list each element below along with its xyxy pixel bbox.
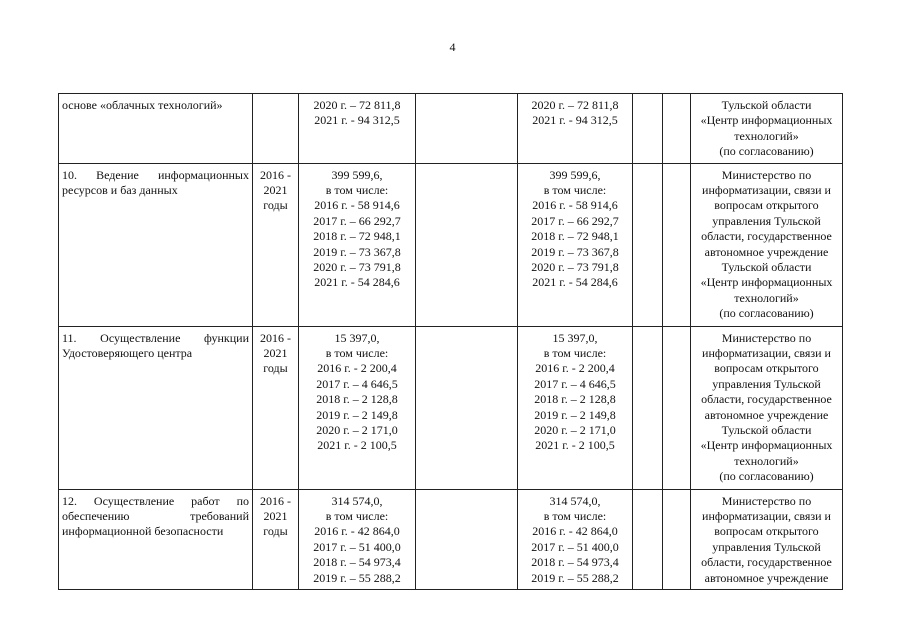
municipal-funding-cell [633, 163, 663, 326]
executor-line: автономное учреждение [704, 570, 829, 585]
executor-line: (по согласованию) [719, 306, 814, 321]
executor-line: управления Тульской [712, 213, 821, 228]
funding-line: 2020 г. – 73 791,8 [531, 260, 619, 275]
funding-line: 2018 г. – 2 128,8 [534, 392, 616, 407]
funding-line: 399 599,6, [549, 167, 601, 182]
executor-line: информатизации, связи и [702, 346, 831, 361]
executor-cell [691, 489, 843, 589]
funding-line: 2017 г. – 51 400,0 [531, 539, 619, 554]
funding-line: 2020 г. – 72 811,8 [313, 98, 401, 112]
federal-funding-cell [416, 163, 518, 326]
funding-line: 314 574,0, [331, 493, 383, 508]
executor-line: информатизации, связи и [702, 183, 831, 198]
table-body [59, 94, 843, 590]
funding-line: 2021 г. - 94 312,5 [314, 113, 400, 128]
funding-line: в том числе: [543, 509, 607, 524]
period-line: 2021 [263, 346, 288, 361]
period-line: 2021 [263, 183, 288, 198]
activity-name: 10. Ведение информационных ресурсов и баз данных [62, 167, 249, 198]
executor-line: технологий» [734, 453, 799, 468]
funding-line: 314 574,0, [549, 493, 601, 508]
total-funding-cell [299, 326, 416, 489]
regional-funding-cell [518, 163, 633, 326]
funding-line: 2020 г. – 73 791,8 [313, 260, 401, 275]
executor-line: «Центр информационных [700, 438, 833, 453]
executor-line: Министерство по [721, 330, 812, 345]
period-line: 2016 - [260, 167, 291, 182]
executor-line: управления Тульской [712, 376, 821, 391]
funding-line: 2019 г. – 2 149,8 [316, 407, 398, 422]
activity-name-cell [59, 489, 253, 589]
municipal-funding-cell [633, 94, 663, 164]
executor-line: автономное учреждение [704, 407, 829, 422]
municipal-funding-cell [633, 489, 663, 589]
other-funding-cell [663, 489, 691, 589]
executor-line: вопросам открытого [714, 361, 819, 376]
executor-line: вопросам открытого [714, 198, 819, 213]
funding-line: 2017 г. – 66 292,7 [313, 213, 401, 228]
funding-line: 2017 г. – 66 292,7 [531, 213, 619, 228]
executor-cell [691, 326, 843, 489]
total-funding-cell [299, 163, 416, 326]
funding-line: 2019 г. – 55 288,2 [531, 570, 619, 585]
funding-line: 2021 г. - 2 100,5 [535, 438, 615, 453]
activity-name: основе «облачных технологий» [62, 98, 223, 112]
period-cell [253, 94, 299, 164]
executor-line: Министерство по [721, 167, 812, 182]
executor-cell [691, 163, 843, 326]
activity-name: 12. Осуществление работ по обеспечению требований информационной безопасности [62, 493, 249, 539]
funding-line: 2016 г. - 42 864,0 [314, 524, 400, 539]
executor-line: «Центр информационных [700, 113, 833, 128]
executor-line: технологий» [734, 128, 799, 143]
period-cell [253, 326, 299, 489]
total-funding-cell [299, 94, 416, 164]
period-line: годы [263, 361, 288, 376]
funding-line: 2018 г. – 54 973,4 [531, 555, 619, 570]
executor-line: области, государственное [701, 392, 832, 407]
funding-line: в том числе: [325, 346, 389, 361]
funding-line: 2019 г. – 2 149,8 [534, 407, 616, 422]
executor-line: Тульской области [721, 423, 812, 438]
funding-line: 2016 г. - 2 200,4 [535, 361, 615, 376]
funding-line: 2021 г. - 2 100,5 [317, 438, 397, 453]
executor-line: (по согласованию) [719, 144, 814, 159]
funding-line: 15 397,0, [334, 330, 380, 345]
period-cell [253, 489, 299, 589]
other-funding-cell [663, 326, 691, 489]
executor-line: информатизации, связи и [702, 509, 831, 524]
executor-line: вопросам открытого [714, 524, 819, 539]
funding-line: 2021 г. - 54 284,6 [532, 275, 618, 290]
period-line: 2016 - [260, 493, 291, 508]
executor-line: (по согласованию) [719, 469, 814, 484]
funding-line: 2019 г. – 73 367,8 [531, 244, 619, 259]
funding-line: 2018 г. – 2 128,8 [316, 392, 398, 407]
funding-line: 2016 г. - 58 914,6 [532, 198, 618, 213]
period-line: 2021 [263, 509, 288, 524]
activity-name-cell [59, 163, 253, 326]
funding-line: 2020 г. – 72 811,8 [531, 98, 619, 112]
total-funding-cell [299, 489, 416, 589]
funding-line: 2018 г. – 54 973,4 [313, 555, 401, 570]
table-row [59, 94, 843, 164]
regional-funding-cell [518, 489, 633, 589]
funding-line: 2017 г. – 4 646,5 [534, 376, 616, 391]
executor-line: управления Тульской [712, 539, 821, 554]
funding-line: 2021 г. - 54 284,6 [314, 275, 400, 290]
period-cell [253, 163, 299, 326]
funding-line: 2021 г. - 94 312,5 [532, 113, 618, 128]
funding-line: 2020 г. – 2 171,0 [534, 423, 616, 438]
regional-funding-cell [518, 94, 633, 164]
funding-line: 15 397,0, [552, 330, 598, 345]
page-number: 4 [449, 40, 456, 54]
executor-cell [691, 94, 843, 164]
program-table [58, 93, 843, 590]
executor-line: Министерство по [721, 493, 812, 508]
funding-line: 2016 г. - 58 914,6 [314, 198, 400, 213]
funding-line: в том числе: [325, 509, 389, 524]
period-line: годы [263, 198, 288, 213]
funding-line: 2017 г. – 4 646,5 [316, 376, 398, 391]
executor-line: автономное учреждение [704, 244, 829, 259]
executor-line: области, государственное [701, 229, 832, 244]
activity-name: 11. Осуществление функции Удостоверяющего центра [62, 330, 249, 361]
other-funding-cell [663, 163, 691, 326]
activity-name-cell [59, 326, 253, 489]
executor-line: технологий» [734, 290, 799, 305]
funding-line: 399 599,6, [331, 167, 383, 182]
executor-line: «Центр информационных [700, 275, 833, 290]
funding-line: 2017 г. – 51 400,0 [313, 539, 401, 554]
federal-funding-cell [416, 326, 518, 489]
funding-line: 2016 г. - 2 200,4 [317, 361, 397, 376]
federal-funding-cell [416, 94, 518, 164]
regional-funding-cell [518, 326, 633, 489]
municipal-funding-cell [633, 326, 663, 489]
activity-name-cell [59, 94, 253, 164]
period-line: 2016 - [260, 330, 291, 345]
funding-line: 2018 г. – 72 948,1 [313, 229, 401, 244]
executor-line: Тульской области [721, 98, 812, 112]
funding-line: в том числе: [543, 346, 607, 361]
federal-funding-cell [416, 489, 518, 589]
funding-line: 2019 г. – 55 288,2 [313, 570, 401, 585]
executor-line: области, государственное [701, 555, 832, 570]
funding-line: 2019 г. – 73 367,8 [313, 244, 401, 259]
other-funding-cell [663, 94, 691, 164]
table-row [59, 489, 843, 589]
funding-line: 2018 г. – 72 948,1 [531, 229, 619, 244]
table-row [59, 326, 843, 489]
funding-line: в том числе: [543, 183, 607, 198]
funding-line: 2020 г. – 2 171,0 [316, 423, 398, 438]
funding-line: в том числе: [325, 183, 389, 198]
table-row [59, 163, 843, 326]
funding-line: 2016 г. - 42 864,0 [532, 524, 618, 539]
period-line: годы [263, 524, 288, 539]
executor-line: Тульской области [721, 260, 812, 275]
